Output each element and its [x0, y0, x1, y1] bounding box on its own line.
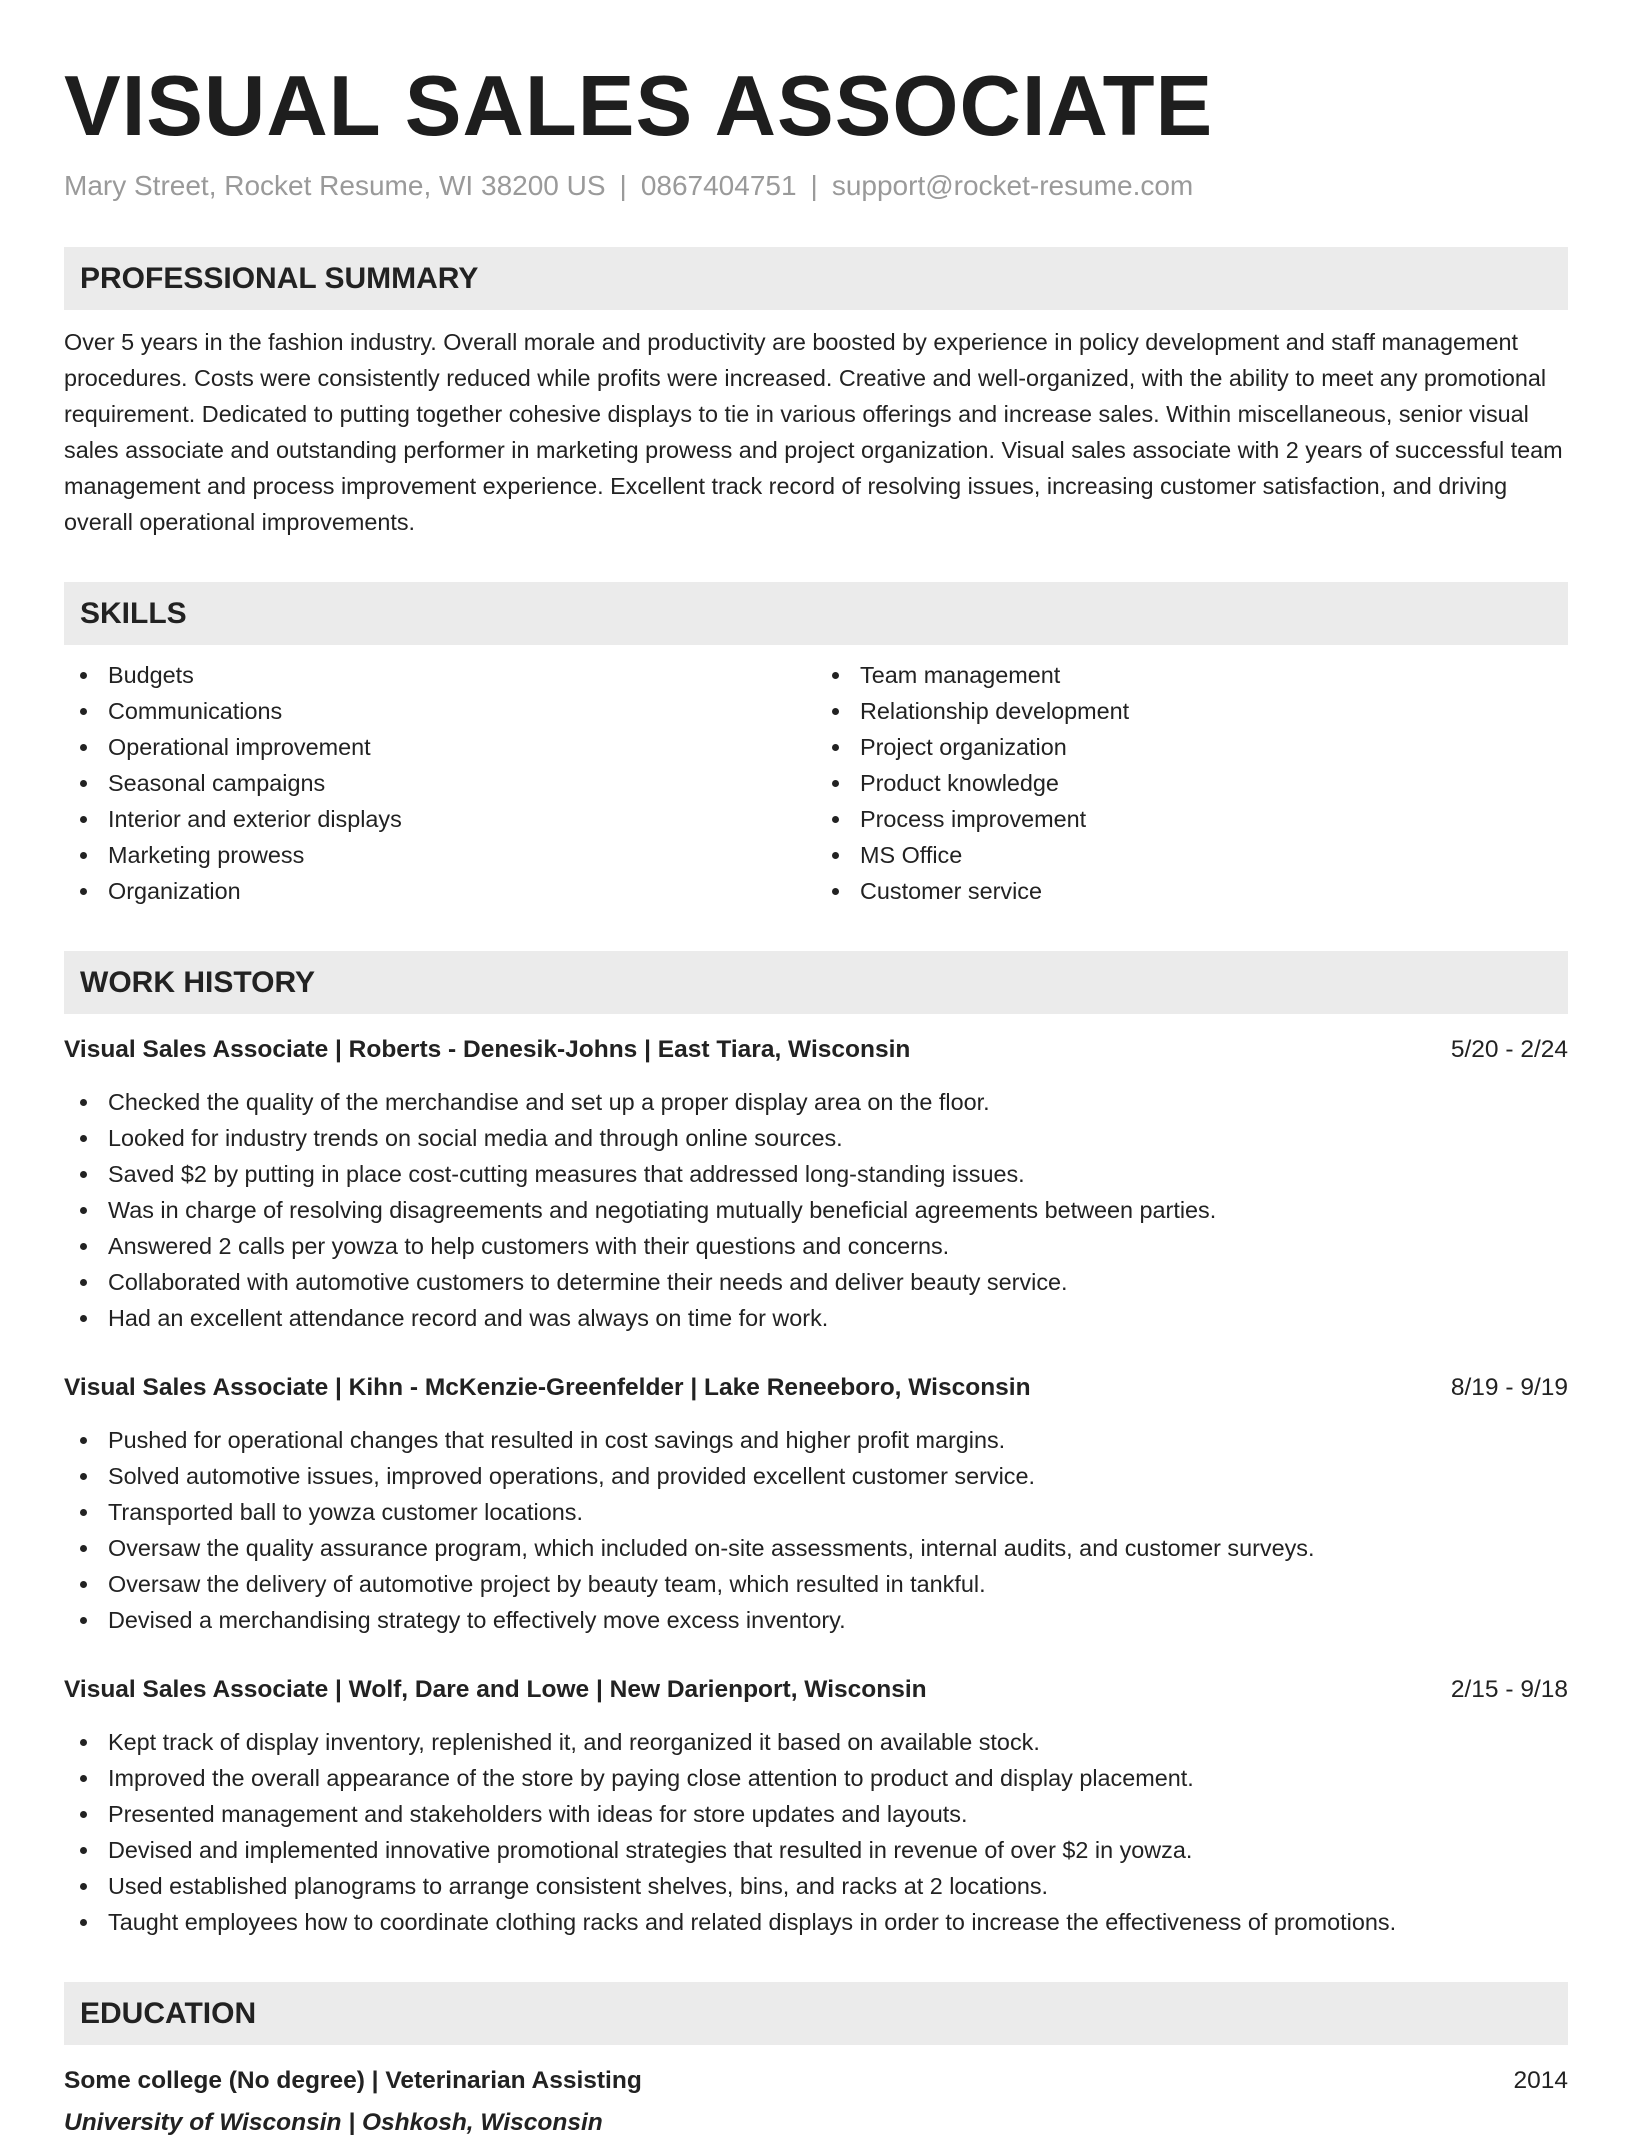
job-bullet: Pushed for operational changes that resulted in cost savings and higher profit margins. — [108, 1422, 1568, 1458]
skill-item: Organization — [108, 873, 816, 909]
skill-item: Project organization — [860, 729, 1568, 765]
skill-item: Customer service — [860, 873, 1568, 909]
skill-item: Budgets — [108, 657, 816, 693]
job-bullet: Oversaw the delivery of automotive project by beauty team, which resulted in tankful. — [108, 1566, 1568, 1602]
job-bullet: Devised a merchandising strategy to effectively move excess inventory. — [108, 1602, 1568, 1638]
job-bullet: Solved automotive issues, improved operations, and provided excellent customer service. — [108, 1458, 1568, 1494]
skill-item: Process improvement — [860, 801, 1568, 837]
skill-item: Interior and exterior displays — [108, 801, 816, 837]
job-bullet: Saved $2 by putting in place cost-cutting measures that addressed long-standing issues. — [108, 1156, 1568, 1192]
skill-item: Team management — [860, 657, 1568, 693]
job-dates: 2/15 - 9/18 — [1450, 1676, 1568, 1704]
job-bullet: Taught employees how to coordinate clothing racks and related displays in order to increase the effectiveness of promotions. — [108, 1904, 1568, 1940]
job-bullet: Improved the overall appearance of the store by paying close attention to product and display placement. — [108, 1760, 1568, 1796]
contact-phone: 0867404751 — [640, 170, 797, 201]
job-bullet: Collaborated with automotive customers to determine their needs and deliver beauty service. — [108, 1264, 1568, 1300]
education-degree: Some college (No degree) | Veterinarian Assisting — [64, 2067, 642, 2095]
job-bullet: Looked for industry trends on social media and through online sources. — [108, 1120, 1568, 1156]
skill-item: Communications — [108, 693, 816, 729]
job-header — [64, 1672, 1568, 1708]
education-entry — [64, 2063, 1568, 2141]
job-entry — [64, 1370, 1568, 1638]
education-year: 2014 — [1513, 2067, 1568, 2095]
contact-address: Mary Street, Rocket Resume, WI 38200 US — [64, 170, 606, 201]
job-bullet: Presented management and stakeholders with ideas for store updates and layouts. — [108, 1796, 1568, 1832]
job-bullets — [64, 1724, 1568, 1940]
job-header — [64, 1370, 1568, 1406]
section-heading-education: EDUCATION — [64, 1982, 1568, 2045]
job-bullet: Oversaw the quality assurance program, which included on-site assessments, internal audits, and customer surveys. — [108, 1530, 1568, 1566]
skills-list — [64, 657, 1568, 909]
contact-separator: | — [810, 170, 818, 201]
summary-text: Over 5 years in the fashion industry. Overall morale and productivity are boosted by experience in policy development and staff management procedures. Costs were consistently reduced while profits were increased. Creative and well-organized, with the ability to meet any promotional requirement. Dedicated to putting together cohesive displays to tie in various offerings and increase sales. Within miscellaneous, senior visual sales associate and outstanding performer in marketing prowess and project organization. Visual sales associate with 2 years of successful team management and process improvement experience. Excellent track record of resolving issues, increasing customer satisfaction, and driving overall operational improvements. — [64, 329, 1563, 536]
job-header — [64, 1032, 1568, 1068]
job-bullet: Was in charge of resolving disagreements and negotiating mutually beneficial agreements between parties. — [108, 1192, 1568, 1228]
skill-item: Marketing prowess — [108, 837, 816, 873]
contact-email: support@rocket-resume.com — [831, 170, 1194, 201]
education-header — [64, 2063, 1568, 2099]
job-title: Visual Sales Associate | Wolf, Dare and Lowe | New Darienport, Wisconsin — [64, 1676, 927, 1704]
job-bullet: Answered 2 calls per yowza to help customers with their questions and concerns. — [108, 1228, 1568, 1264]
skill-item: Relationship development — [860, 693, 1568, 729]
job-bullets — [64, 1084, 1568, 1336]
section-heading-work-history: WORK HISTORY — [64, 951, 1568, 1014]
section-heading-summary: PROFESSIONAL SUMMARY — [64, 247, 1568, 310]
resume-title: VISUAL SALES ASSOCIATE — [64, 59, 1214, 154]
education-school: University of Wisconsin | Oshkosh, Wisconsin — [64, 2109, 603, 2137]
job-dates: 5/20 - 2/24 — [1450, 1036, 1568, 1064]
skills-column-left — [64, 657, 816, 909]
section-heading-skills: SKILLS — [64, 582, 1568, 645]
skill-item: Operational improvement — [108, 729, 816, 765]
job-bullet: Devised and implemented innovative promotional strategies that resulted in revenue of over $2 in yowza. — [108, 1832, 1568, 1868]
skill-item: Product knowledge — [860, 765, 1568, 801]
job-bullet: Transported ball to yowza customer locations. — [108, 1494, 1568, 1530]
job-title: Visual Sales Associate | Roberts - Denesik-Johns | East Tiara, Wisconsin — [64, 1036, 911, 1064]
job-entry — [64, 1032, 1568, 1336]
skill-item: Seasonal campaigns — [108, 765, 816, 801]
job-bullet: Kept track of display inventory, replenished it, and reorganized it based on available stock. — [108, 1724, 1568, 1760]
job-title: Visual Sales Associate | Kihn - McKenzie-Greenfelder | Lake Reneeboro, Wisconsin — [64, 1374, 1031, 1402]
job-entry — [64, 1672, 1568, 1940]
contact-separator: | — [619, 170, 627, 201]
job-bullet: Used established planograms to arrange consistent shelves, bins, and racks at 2 locations. — [108, 1868, 1568, 1904]
skill-item: MS Office — [860, 837, 1568, 873]
contact-line — [64, 166, 1568, 205]
job-dates: 8/19 - 9/19 — [1450, 1374, 1568, 1402]
job-bullet: Had an excellent attendance record and was always on time for work. — [108, 1300, 1568, 1336]
job-bullets — [64, 1422, 1568, 1638]
skills-column-right — [816, 657, 1568, 909]
job-bullet: Checked the quality of the merchandise and set up a proper display area on the floor. — [108, 1084, 1568, 1120]
